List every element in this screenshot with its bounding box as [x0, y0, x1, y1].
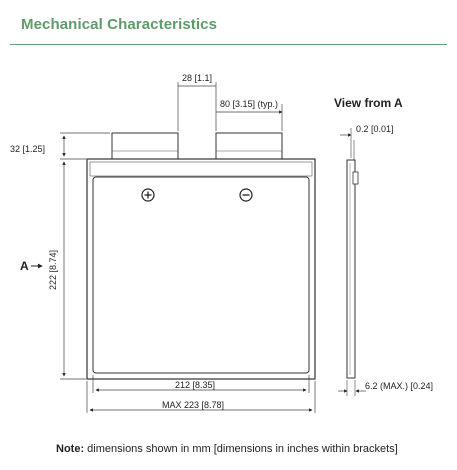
side-view-body: [347, 160, 355, 378]
section-heading: Mechanical Characteristics: [21, 16, 218, 33]
left-tab: [112, 133, 178, 159]
dim-inner-width: 212 [8.35]: [175, 380, 216, 390]
view-arrow-label: A: [20, 259, 29, 273]
dim-tab-spacing: 80 [3.15] (typ.): [220, 99, 279, 109]
dim-max-width: MAX 223 [8.78]: [162, 400, 225, 410]
view-title: View from A: [334, 96, 403, 110]
dim-body-height: 222 [8.74]: [48, 249, 58, 290]
cell-body-inner: [93, 177, 309, 373]
footnote: [56, 443, 398, 455]
note-text: dimensions shown in mm [dimensions in inches within brackets]: [84, 443, 398, 455]
dim-side-flange: 0.2 [0.01]: [356, 124, 394, 134]
dim-tab-width: 28 [1.1]: [182, 73, 213, 83]
dim-tab-height: 32 [1.25]: [10, 144, 46, 154]
top-seal: [90, 162, 312, 176]
dim-thickness: 6.2 (MAX.) [0.24]: [365, 381, 434, 391]
note-label: Note:: [56, 443, 85, 455]
side-view-tab: [353, 172, 358, 184]
right-tab: [216, 133, 282, 159]
